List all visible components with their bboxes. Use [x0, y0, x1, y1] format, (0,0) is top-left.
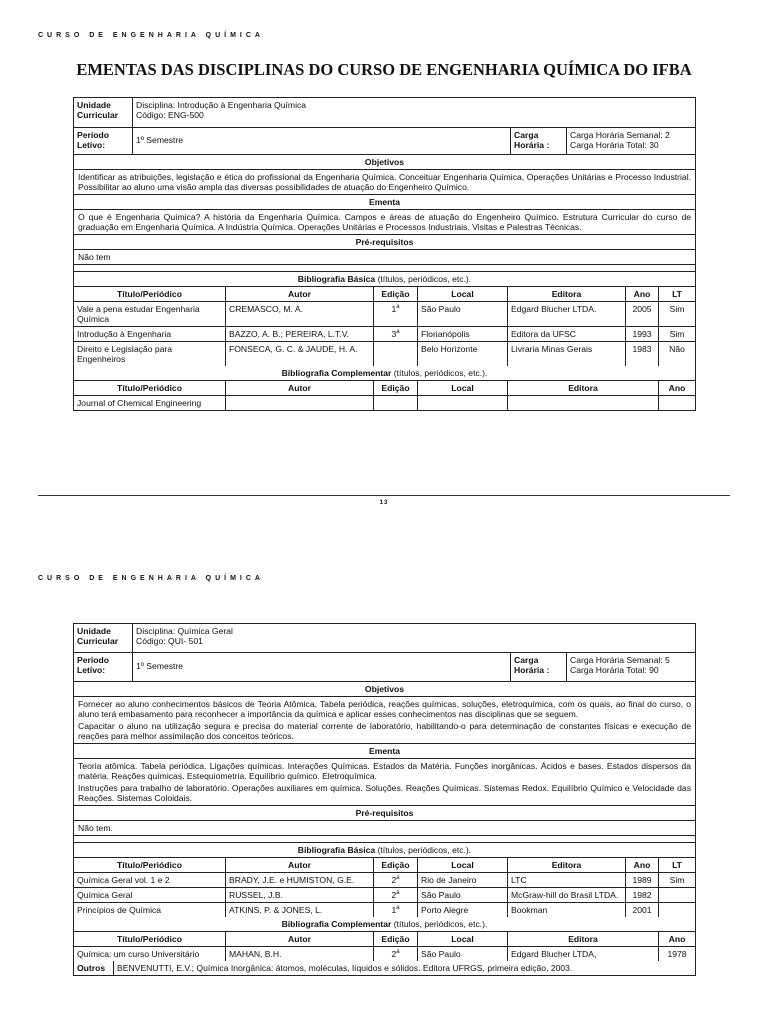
- col-editora: Editora: [508, 932, 659, 946]
- cell-titulo: Introdução à Engenharia: [74, 327, 226, 341]
- disciplina-code: Código: QUI- 501: [136, 636, 203, 646]
- cell-edicao: [374, 888, 418, 902]
- carga-label: Carga Horária :: [511, 653, 567, 681]
- disciplina-info: [133, 624, 695, 652]
- edicao-number: 2: [391, 875, 397, 885]
- table-row: [74, 327, 695, 342]
- page-number: 13: [379, 500, 389, 506]
- bib-basica-suffix: (títulos, periódicos, etc.).: [377, 274, 472, 284]
- col-titulo: Título/Periódico: [74, 381, 226, 395]
- prereq-text: Não tem: [74, 250, 695, 265]
- bib-basica-header-row: [74, 287, 695, 302]
- bib-complementar-header-row: [74, 932, 695, 947]
- cell-local: Rio de Janeiro: [418, 873, 508, 887]
- prereq-heading: Pré-requisitos: [74, 235, 695, 250]
- col-lt: LT: [672, 289, 682, 299]
- outros-label: Outros: [74, 961, 114, 975]
- ementa-heading: Ementa: [74, 744, 695, 759]
- col-local: Local: [418, 381, 508, 395]
- cell-autor: [226, 396, 374, 410]
- unidade-label: Unidade Curricular: [74, 624, 133, 652]
- cell-autor: BRADY, J.E. e HUMISTON, G.E.: [226, 873, 374, 887]
- col-edicao: Edição: [374, 858, 418, 872]
- edicao-ordinal: a: [396, 875, 400, 882]
- edicao-ordinal: a: [396, 949, 400, 956]
- table-row: [74, 342, 695, 366]
- table-row: [74, 888, 695, 903]
- col-titulo: Título/Periódico: [74, 932, 226, 946]
- cell-autor: ATKINS, P. & JONES, L.: [226, 903, 374, 917]
- cell-autor: MAHAN, B.H.: [226, 947, 374, 961]
- semestre-value: 1º Semestre: [133, 128, 511, 154]
- bib-complementar-suffix: (títulos, periódicos, etc.).: [393, 368, 488, 378]
- cell-lt: [659, 903, 695, 917]
- cell-titulo: Direito e Legislação para Engenheiros: [74, 342, 226, 366]
- bib-basica-heading: [74, 272, 695, 287]
- prereq-heading: Pré-requisitos: [74, 806, 695, 821]
- cell-editora: McGraw-hill do Brasil LTDA.: [508, 888, 626, 902]
- edicao-number: 2: [391, 890, 397, 900]
- carga-total: Carga Horária Total: 90: [570, 665, 659, 675]
- bib-complementar-label: Bibliografia Complementar: [281, 919, 392, 929]
- outros-row: [74, 961, 695, 975]
- cell-editora: Livraria Minas Gerais: [508, 342, 626, 366]
- cell-lt: Não: [669, 344, 685, 354]
- objetivos-paragraph-2: Capacitar o aluno na utilização segura e precisa do material corrente de laboratório, habilitando-o para determinação de constantes físicas e execução de reações para melhor assimilação dos conceitos teóricos.: [78, 721, 691, 741]
- cell-ano: 1989: [626, 873, 659, 887]
- carga-semanal: Carga Horária Semanal: 5: [570, 655, 670, 665]
- edicao-number: 1: [391, 304, 397, 314]
- periodo-label: Período Letivo:: [74, 653, 133, 681]
- cell-ano: 1982: [626, 888, 659, 902]
- cell-editora: Edgard Blucher LTDA.: [508, 302, 626, 326]
- course-card-eng500: [73, 97, 696, 411]
- unidade-label: Unidade Curricular: [74, 98, 133, 127]
- cell-local: Porto Alegre: [418, 903, 508, 917]
- objetivos-heading: Objetivos: [74, 155, 695, 170]
- edicao-ordinal: a: [396, 890, 400, 897]
- cell-editora: Bookman: [508, 903, 626, 917]
- bib-basica-label: Bibliografia Básica: [297, 845, 376, 855]
- ementa-paragraph-1: Teoria atômica. Tabela periódica. Ligações químicas. Interações Químicas. Estados da Matéria. Funções inorgânicas. Ácidos e bases. Estados dispersos da matéria. Reações químicas. Estequiometria. Equilíbrio químico. Eletroquímica.: [78, 761, 691, 781]
- page-divider: [38, 495, 730, 496]
- cell-edicao: [374, 873, 418, 887]
- edicao-ordinal: a: [396, 905, 400, 912]
- disciplina-name: Disciplina: Introdução à Engenharia Química: [136, 100, 307, 110]
- cell-editora: LTC: [508, 873, 626, 887]
- cell-ano: 1983: [626, 342, 659, 366]
- cell-titulo: Química Geral vol. 1 e 2: [74, 873, 226, 887]
- cell-autor: FONSECA, G. C. & JAUDE, H. A.: [226, 342, 374, 366]
- col-ano: Ano: [668, 934, 686, 944]
- ementa-paragraph-2: Instruções para trabalho de laboratório. Operações auxiliares em química. Soluções. Reações Químicas. Sistemas Redox. Equilíbrio Químico e Velocidade das Reações. Sistemas Coloidais.: [78, 783, 691, 803]
- disciplina-info: [133, 98, 695, 127]
- bib-basica-heading: [74, 843, 695, 858]
- objetivos-paragraph-1: Fornecer ao aluno conhecimentos básicos de Teoria Atômica, Tabela periódica, reações químicas, soluções, eletroquímica, com os quais, ao final do curso, o aluno terá embasamento para reconhecer a importância da química e aplicar esses conhecimentos nas disciplinas que se seguem.: [78, 699, 691, 719]
- col-autor: Autor: [226, 858, 374, 872]
- cell-edicao: [374, 327, 418, 341]
- carga-values: [567, 653, 695, 681]
- cell-autor: BAZZO, A. B.; PEREIRA, L.T.V.: [226, 327, 374, 341]
- semestre-value: 1º Semestre: [133, 653, 511, 681]
- bib-complementar-suffix: (títulos, periódicos, etc.).: [393, 919, 488, 929]
- col-lt: LT: [672, 860, 682, 870]
- bib-complementar-header-row: [74, 381, 695, 396]
- course-header: CURSO DE ENGENHARIA QUÍMICA: [38, 32, 264, 39]
- carga-values: [567, 128, 695, 154]
- course-header: CURSO DE ENGENHARIA QUÍMICA: [38, 575, 264, 582]
- edicao-number: 1: [391, 905, 397, 915]
- cell-editora: Editora da UFSC: [508, 327, 626, 341]
- carga-label: Carga Horária :: [511, 128, 567, 154]
- col-editora: Editora: [508, 287, 626, 301]
- col-edicao: Edição: [374, 381, 418, 395]
- col-autor: Autor: [226, 932, 374, 946]
- cell-ano: [659, 396, 695, 410]
- cell-edicao: [374, 342, 418, 366]
- cell-editora: [508, 396, 659, 410]
- prereq-text: Não tem.: [74, 821, 695, 836]
- bib-complementar-body: [74, 947, 695, 961]
- outros-text: BENVENUTTI, E.V.; Química Inorgânica: átomos, moléculas, líquidos e sólidos. Editora UFRGS, primeira edição, 2003.: [117, 963, 573, 973]
- disciplina-code: Código: ENG-500: [136, 110, 204, 120]
- spacer-row: [74, 836, 695, 843]
- cell-ano: 1978: [667, 949, 687, 959]
- bib-complementar-heading: [74, 366, 695, 381]
- bib-basica-body: [74, 302, 695, 366]
- edicao-ordinal: a: [396, 329, 400, 336]
- bib-basica-label: Bibliografia Básica: [297, 274, 376, 284]
- cell-lt: Sim: [669, 875, 685, 885]
- col-titulo: Título/Periódico: [74, 287, 226, 301]
- cell-lt: Sim: [669, 304, 685, 314]
- edicao-number: 2: [391, 949, 397, 959]
- cell-local: São Paulo: [418, 947, 508, 961]
- carga-semanal: Carga Horária Semanal: 2: [570, 130, 670, 140]
- cell-titulo: Química: um curso Universitário: [74, 947, 226, 961]
- course-card-qui501: [73, 623, 696, 976]
- cell-edicao: [374, 302, 418, 326]
- cell-lt: [659, 888, 695, 902]
- table-row: [74, 396, 695, 410]
- objetivos-text: [74, 697, 695, 744]
- cell-local: São Paulo: [418, 888, 508, 902]
- col-ano: Ano: [626, 287, 659, 301]
- cell-ano: 1993: [626, 327, 659, 341]
- objetivos-heading: Objetivos: [74, 682, 695, 697]
- col-titulo: Título/Periódico: [74, 858, 226, 872]
- objetivos-text: Identificar as atribuições, legislação e ética do profissional da Engenharia Química. Conceituar Engenharia Química, Operações Unitárias e Processo Industrial. Possibilitar ao aluno uma visão ampla das diversas possibilidades de atuação do Engenheiro Químico.: [74, 170, 695, 195]
- table-row: [74, 947, 695, 961]
- page-title: EMENTAS DAS DISCIPLINAS DO CURSO DE ENGENHARIA QUÍMICA DO IFBA: [76, 60, 692, 79]
- col-editora: Editora: [508, 381, 659, 395]
- cell-autor: CREMASCO, M. A.: [226, 302, 374, 326]
- cell-local: [418, 396, 508, 410]
- col-ano: Ano: [668, 383, 686, 393]
- cell-local: São Paulo: [418, 302, 508, 326]
- periodo-label: Período Letivo:: [74, 128, 133, 154]
- bib-basica-suffix: (títulos, periódicos, etc.).: [377, 845, 472, 855]
- cell-edicao: [374, 947, 418, 961]
- cell-lt: Sim: [669, 329, 685, 339]
- cell-titulo: Química Geral: [74, 888, 226, 902]
- cell-autor: RUSSEL, J.B.: [226, 888, 374, 902]
- cell-edicao: [374, 903, 418, 917]
- cell-titulo: Princípios de Química: [74, 903, 226, 917]
- table-row: [74, 302, 695, 327]
- cell-edicao: [374, 396, 418, 410]
- bib-complementar-heading: [74, 917, 695, 932]
- edicao-ordinal: a: [396, 304, 400, 311]
- col-edicao: Edição: [374, 932, 418, 946]
- ementa-text: [74, 759, 695, 806]
- ementa-heading: Ementa: [74, 195, 695, 210]
- ementa-text: O que é Engenharia Química? A história da Engenharia Química. Campos e áreas de atuação do Engenheiro Químico. Estrutura Curricular do curso de graduação em Engenharia Química. A Indústria Química. Operações Unitárias e Processos Industriais. Visitas e Palestras Técnicas.: [74, 210, 695, 235]
- cell-local: Florianópolis: [418, 327, 508, 341]
- cell-ano: 2001: [626, 903, 659, 917]
- col-autor: Autor: [226, 287, 374, 301]
- table-row: [74, 903, 695, 917]
- bib-basica-header-row: [74, 858, 695, 873]
- cell-titulo: Journal of Chemical Engineering: [74, 396, 226, 410]
- bib-complementar-body: [74, 396, 695, 410]
- col-ano: Ano: [626, 858, 659, 872]
- cell-titulo: Vale a pena estudar Engenharia Química: [74, 302, 226, 326]
- cell-editora: Edgard Blucher LTDA,: [508, 947, 659, 961]
- col-local: Local: [418, 858, 508, 872]
- table-row: [74, 873, 695, 888]
- col-local: Local: [418, 932, 508, 946]
- disciplina-name: Disciplina: Química Geral: [136, 626, 233, 636]
- edicao-number: 3: [391, 329, 397, 339]
- carga-total: Carga Horária Total: 30: [570, 140, 659, 150]
- col-edicao: Edição: [374, 287, 418, 301]
- col-autor: Autor: [226, 381, 374, 395]
- col-editora: Editora: [508, 858, 626, 872]
- cell-local: Belo Horizonte: [418, 342, 508, 366]
- bib-basica-body: [74, 873, 695, 917]
- spacer-row: [74, 265, 695, 272]
- col-local: Local: [418, 287, 508, 301]
- cell-ano: 2005: [626, 302, 659, 326]
- bib-complementar-label: Bibliografia Complementar: [281, 368, 392, 378]
